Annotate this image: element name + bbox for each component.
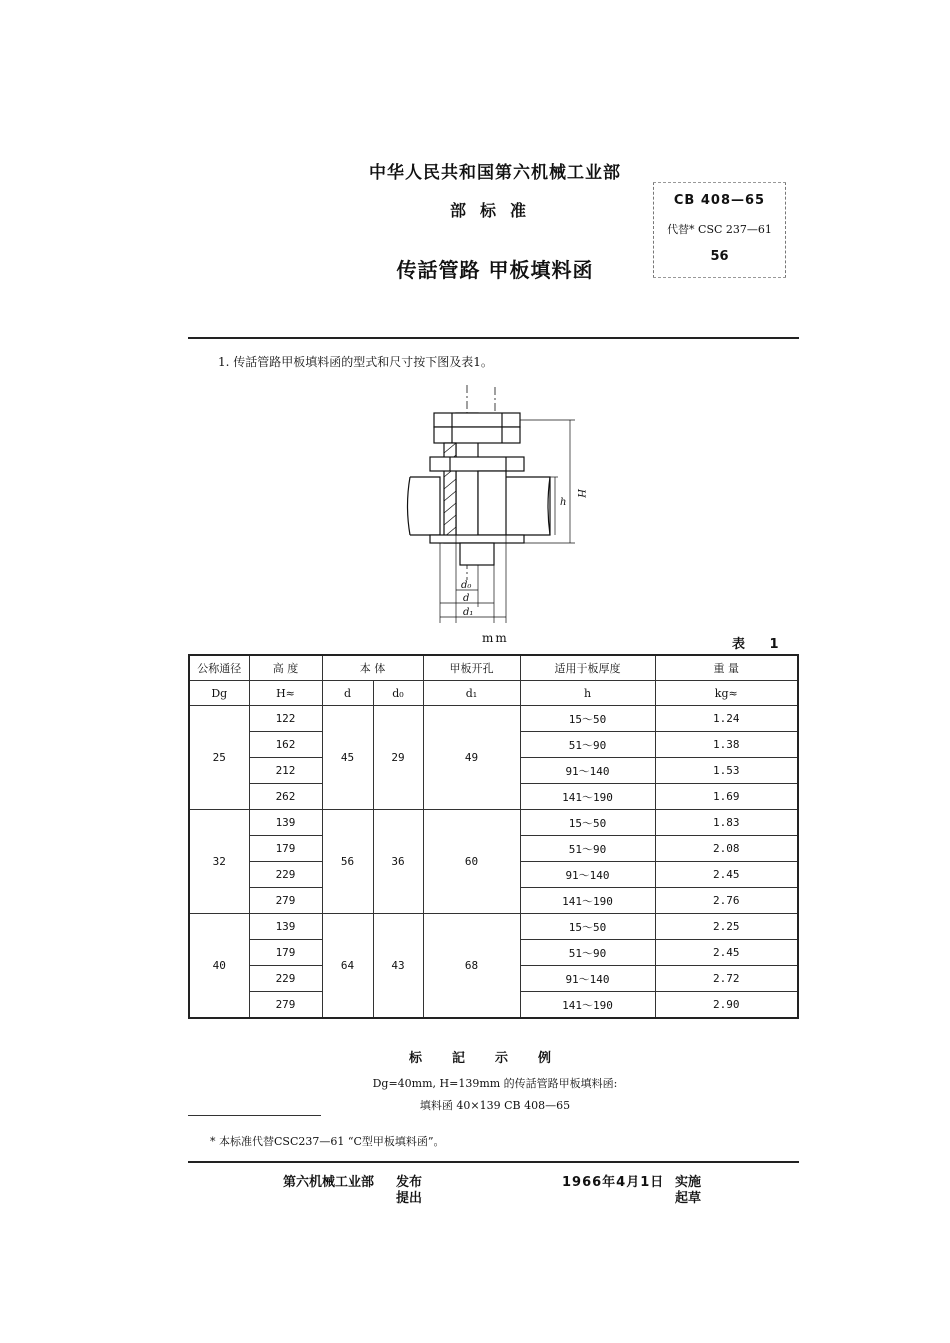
cell-kg: 1.69 [655,784,798,810]
cell-d0: 29 [373,706,423,810]
cell-h: 15～50 [520,914,655,940]
issuing-organization: 中华人民共和国第六机械工业部 [369,163,621,183]
cell-H: 139 [249,914,322,940]
footer-effect-action: 实施 [675,1175,702,1190]
dim-H-label: H [575,489,586,498]
col-sym-d: d [322,681,373,706]
cell-kg: 1.83 [655,810,798,836]
cell-H: 262 [249,784,322,810]
cell-kg: 2.45 [655,862,798,888]
cell-H: 179 [249,940,322,966]
cell-H: 139 [249,810,322,836]
cell-dg: 25 [189,706,249,810]
col-sym-kg: kg≈ [655,681,798,706]
cell-dg: 40 [189,914,249,1019]
cell-d1: 60 [423,810,520,914]
col-sym-d0: d₀ [373,681,423,706]
cell-H: 229 [249,966,322,992]
cell-H: 162 [249,732,322,758]
cell-h: 91～140 [520,862,655,888]
cell-H: 229 [249,862,322,888]
col-head-dg: 公称通径 [189,655,249,681]
cell-h: 15～50 [520,810,655,836]
cell-h: 91～140 [520,758,655,784]
cell-kg: 1.24 [655,706,798,732]
replaced-standard: 代替* CSC 237—61 [667,223,772,236]
cell-h: 51～90 [520,732,655,758]
cell-kg: 2.45 [655,940,798,966]
table-row [189,810,798,836]
cell-H: 122 [249,706,322,732]
col-sym-d1: d₁ [423,681,520,706]
table-unit: mm [482,631,509,645]
cell-kg: 2.08 [655,836,798,862]
dim-h-label: h [560,497,567,508]
standard-code: CB 408—65 [673,193,766,208]
cell-H: 279 [249,888,322,914]
document-title: 传話管路 甲板填料函 [396,258,594,282]
cell-kg: 2.76 [655,888,798,914]
standard-number: 56 [710,249,729,264]
cell-d: 64 [322,914,373,1019]
col-head-thickness: 适用于板厚度 [520,655,655,681]
cell-kg: 1.38 [655,732,798,758]
clause-1: 1. 传話管路甲板填料函的型式和尺寸按下图及表1。 [218,355,493,369]
dimension-table [188,654,799,1019]
cell-h: 141～190 [520,992,655,1019]
col-head-hole: 甲板开孔 [423,655,520,681]
cell-d0: 36 [373,810,423,914]
footer-issue-action: 发布 [396,1175,423,1190]
cell-h: 141～190 [520,888,655,914]
col-sym-h: h [520,681,655,706]
stuffing-box-drawing [400,385,590,630]
dim-d0-label: d₀ [461,580,472,591]
marking-example-code: 填料函 40×139 CB 408—65 [419,1099,571,1112]
footnote-divider [188,1115,321,1116]
dim-d1-label: d₁ [463,607,474,618]
table-caption: 表 1 [732,637,789,652]
cell-d1: 68 [423,914,520,1019]
cell-kg: 1.53 [655,758,798,784]
col-head-weight: 重 量 [655,655,798,681]
cell-kg: 2.72 [655,966,798,992]
dim-d-label: d [463,593,470,604]
footer-issuer: 第六机械工业部 [283,1175,375,1190]
cell-d0: 43 [373,914,423,1019]
cell-d: 45 [322,706,373,810]
cell-H: 279 [249,992,322,1019]
footnote: * 本标准代替CSC237—61 “C型甲板填料函”。 [210,1135,445,1148]
table-row [189,706,798,732]
cell-kg: 2.90 [655,992,798,1019]
cell-kg: 2.25 [655,914,798,940]
marking-example-title: 标記示例 [408,1051,581,1066]
cell-H: 212 [249,758,322,784]
cell-h: 15～50 [520,706,655,732]
col-sym-height: H≈ [249,681,322,706]
cell-d1: 49 [423,706,520,810]
header-divider [188,337,799,339]
standard-code-box [653,182,786,278]
marking-example-text: Dg=40mm, H=139mm 的传話管路甲板填料函: [372,1077,618,1090]
col-sym-dg: Dg [189,681,249,706]
col-head-body: 本 体 [322,655,423,681]
cell-h: 51～90 [520,940,655,966]
footer-divider [188,1161,799,1163]
footer-draft-action: 起草 [675,1191,702,1206]
cell-dg: 32 [189,810,249,914]
col-head-height: 高 度 [249,655,322,681]
footer-date: 1966年4月1日 [562,1175,665,1190]
cell-h: 141～190 [520,784,655,810]
cell-H: 179 [249,836,322,862]
standard-type: 部标准 [449,201,540,220]
table-row [189,914,798,940]
cell-d: 56 [322,810,373,914]
cell-h: 51～90 [520,836,655,862]
cell-h: 91～140 [520,966,655,992]
footer-propose-action: 提出 [396,1191,423,1206]
